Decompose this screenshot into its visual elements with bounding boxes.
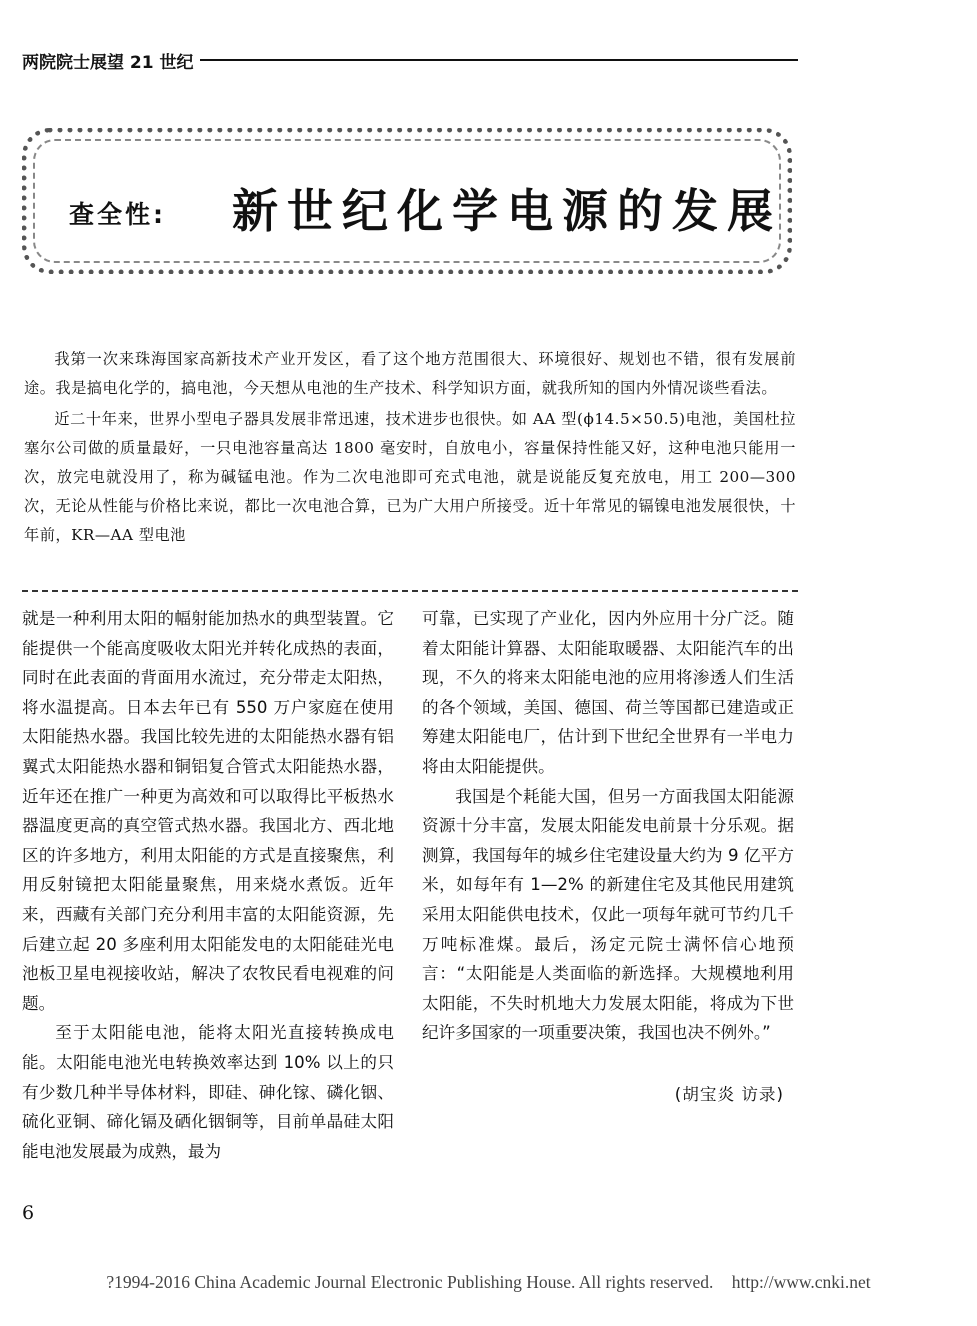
- intro-text: [24, 345, 796, 552]
- intro-paragraph: 我第一次来珠海国家高新技术产业开发区，看了这个地方范围很大、环境很好、规划也不错，很有发展前途。我是搞电化学的，搞电池，今天想从电池的生产技术、科学知识方面，就我所知的国内外情况谈些看法。: [24, 350, 796, 397]
- interviewer-credit: (胡宝炎 访录): [674, 1084, 784, 1104]
- right-column: [422, 604, 794, 1110]
- column-paragraph: 可靠，已实现了产业化，因内外应用十分广泛。随着太阳能计算器、太阳能取暖器、太阳能汽车的出现，不久的将来太阳能电池的应用将渗透人们生活的各个领域，美国、德国、荷兰等国都已建造或正筹建太阳能电厂，估计到下世纪全世界有一半电力将由太阳能提供。: [422, 609, 794, 776]
- page-number: 6: [22, 1202, 35, 1224]
- intro-paragraph: 近二十年来，世界小型电子器具发展非常迅速，技术进步也很快。如 AA 型(ϕ14.5×50.5)电池，美国杜拉塞尔公司做的质量最好，一只电池容量高达 1800 毫安时，自放电小，容量保持性能又好，这种电池只能用一次，放完电就没用了，称为碱锰电池。作为二次电池即可充式电池，就是说能反复充放电，用工 200—300 次，无论从性能与价格比来说，都比一次电池合算，已为广大用户所接受。近十年常见的镉镍电池发展很快，十年前，KR—AA 型电池: [24, 410, 796, 544]
- column-paragraph: 至于太阳能电池，能将太阳光直接转换成电能。太阳能电池光电转换效率达到 10% 以上的只有少数几种半导体材料，即硅、砷化镓、磷化铟、硫化亚铜、碲化镉及硒化铟铜等，目前单晶硅太阳能电池发展最为成熟，最为: [22, 1023, 394, 1161]
- article-title: 新世纪化学电源的发展: [232, 184, 782, 238]
- left-column: [22, 604, 394, 1166]
- column-paragraph: 我国是个耗能大国，但另一方面我国太阳能源资源十分丰富，发展太阳能发电前景十分乐观。据测算，我国每年的城乡住宅建设量大约为 9 亿平方米，如每年有 1—2% 的新建住宅及其他民用建筑采用太阳能供电技术，仅此一项每年就可节约几千万吨标准煤。最后，汤定元院士满怀信心地预言：“太阳能是人类面临的新选择。大规模地利用太阳能，不失时机地大力发展太阳能，将成为下世纪许多国家的一项重要决策，我国也决不例外。”: [422, 786, 794, 1043]
- section-title: 两院院士展望 21 世纪: [22, 52, 194, 73]
- title-frame: [22, 128, 792, 274]
- section-separator: [22, 590, 798, 592]
- article-author: 查全性:: [69, 200, 166, 229]
- running-header: [22, 46, 798, 74]
- footer: [0, 1272, 977, 1293]
- footer-url: http://www.cnki.net: [731, 1272, 871, 1292]
- copyright-notice: ?1994-2016 China Academic Journal Electronic Publishing House. All rights reserved.: [106, 1272, 714, 1292]
- header-rule: [200, 59, 799, 61]
- column-paragraph: 就是一种利用太阳的幅射能加热水的典型装置。它能提供一个能高度吸收太阳光并转化成热的表面，同时在此表面的背面用水流过，充分带走太阳热，将水温提高。日本去年已有 550 万户家庭在使用太阳能热水器。我国比较先进的太阳能热水器有铝翼式太阳能热水器和铜铝复合管式太阳能热水器，近年还在推广一种更为高效和可以取得比平板热水器温度更高的真空管式热水器。我国北方、西北地区的许多地方，利用太阳能的方式是直接聚焦，利用反射镜把太阳能量聚焦，用来烧水煮饭。近年来，西藏有关部门充分利用丰富的太阳能资源，先后建立起 20 多座利用太阳能发电的太阳能硅光电池板卫星电视接收站，解决了农牧民看电视难的问题。: [22, 609, 394, 1013]
